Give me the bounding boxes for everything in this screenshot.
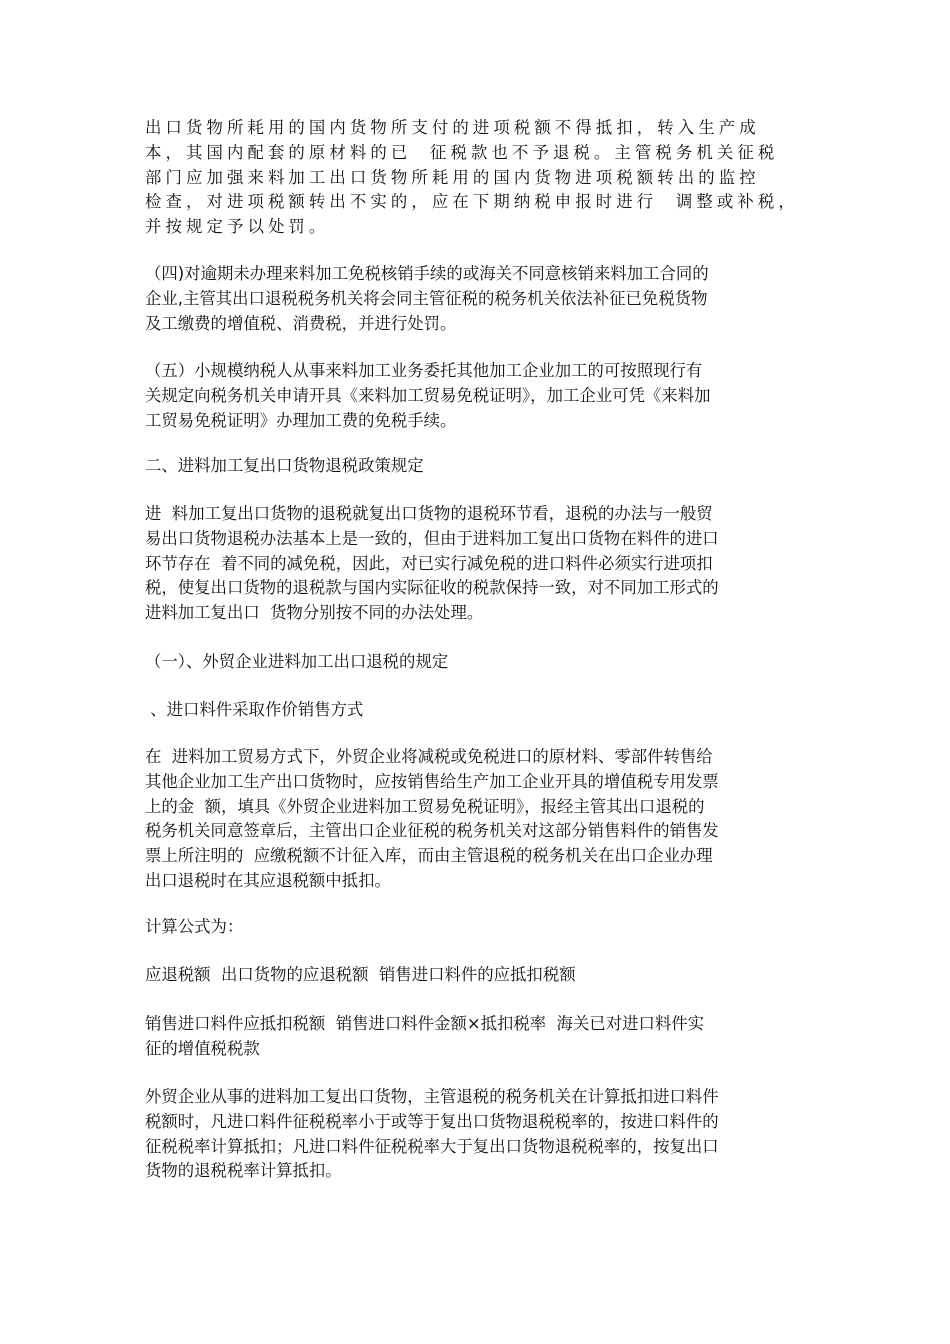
- text-line: 及工缴费的增值税、消费税，并进行处罚。: [145, 313, 457, 333]
- paragraph-deduction-rate-rule: [145, 1085, 719, 1184]
- paragraph-export-input-tax: [145, 116, 799, 240]
- paragraph-item-five: [145, 359, 710, 433]
- text-line: 票上所注明的 应缴税额不计征入库，而由主管退税的税务机关在出口企业办理: [145, 846, 713, 866]
- text-line: 在 进料加工贸易方式下，外贸企业将减税或免税进口的原材料、零部件转售给: [145, 747, 713, 766]
- text-line: 税务机关同意签章后，主管出口企业征税的税务机关对这部分销售料件的销售发: [145, 821, 719, 841]
- text-line: 环节存在 着不同的减免税，因此，对已实行减免税的进口料件必须实行进项扣: [145, 553, 713, 573]
- text-line: 关规定向税务机关申请开具《来料加工贸易免税证明》，加工企业可凭《来料加: [145, 385, 711, 405]
- text-line: 工贸易免税证明》办理加工费的免税手续。: [145, 410, 457, 430]
- formula-intro: [145, 915, 243, 940]
- text-line: 计算公式为：: [145, 917, 244, 936]
- text-line: 并按规定予以处罚。: [145, 217, 330, 237]
- text-line: 税，使复出口货物的退税款与国内实际征收的税款保持一致，对不同加工形式的: [145, 578, 719, 598]
- text-line: 出口退税时在其应退税额中抵扣。: [145, 870, 391, 890]
- paragraph-item-four: [145, 262, 709, 336]
- text-line: 货物的退税税率计算抵扣。: [145, 1161, 342, 1181]
- text-line: （五）小规模纳税人从事来料加工业务委托其他加工企业加工的可按照现行有: [145, 361, 703, 380]
- text-line: 销售进口料件应抵扣税额 销售进口料件金额×抵扣税率 海关已对进口料件实: [145, 1014, 705, 1033]
- paragraph-pricing-method: [145, 745, 719, 894]
- subsection-heading-text: 、进口料件采取作价销售方式: [145, 700, 364, 719]
- text-line: （四)对逾期未办理来料加工免税核销手续的或海关不同意核销来料加工合同的: [145, 264, 709, 283]
- text-line: 外贸企业从事的进料加工复出口货物，主管退税的税务机关在计算抵扣进口料件: [145, 1087, 719, 1106]
- text-line: 征的增值税税款: [145, 1038, 260, 1058]
- section-heading-two: [145, 454, 424, 479]
- formula-deduction: [145, 1012, 704, 1062]
- text-line: 税额时，凡进口料件征税税率小于或等于复出口货物退税税率的，按进口料件的: [145, 1111, 719, 1131]
- subsection-heading-text: （一）、外贸企业进料加工出口退税的规定: [145, 652, 449, 671]
- text-line: 其他企业加工生产出口货物时，应按销售给生产加工企业开具的增值税专用发票: [145, 771, 719, 791]
- text-line: 应退税额 出口货物的应退税额 销售进口料件的应抵扣税额: [145, 965, 576, 984]
- text-line: 企业,主管其出口退税税务机关将会同主管征税的税务机关依法补征已免税货物: [145, 288, 708, 308]
- subsection-heading-pricing: [145, 698, 363, 723]
- text-line: 上的金 额，填具《外贸企业进料加工贸易免税证明》，报经主管其出口退税的: [145, 796, 705, 816]
- text-line: 易出口货物退税办法基本上是一致的，但由于进料加工复出口货物在料件的进口: [145, 528, 719, 548]
- subsection-heading-one: [145, 650, 448, 675]
- paragraph-processing-refund-intro: [145, 502, 719, 626]
- text-line: 本，其国内配套的原材料的已 征税款也不予退税。主管税务机关征税: [145, 142, 779, 162]
- formula-refund: [145, 963, 576, 988]
- text-line: 出口货物所耗用的国内货物所支付的进项税额不得抵扣，转入生产成: [145, 118, 760, 137]
- section-heading-text: 二、进料加工复出口货物退税政策规定: [145, 456, 424, 475]
- text-line: 征税税率计算抵扣；凡进口料件征税税率大于复出口货物退税税率的，按复出口: [145, 1136, 719, 1156]
- text-line: 进 料加工复出口货物的退税就复出口货物的退税环节看，退税的办法与一般贸: [145, 504, 713, 523]
- text-line: 检查，对进项税额转出不实的，应在下期纳税申报时进行 调整或补税，: [145, 192, 799, 212]
- text-line: 部门应加强来料加工出口货物所耗用的国内货物进项税额转出的监控: [145, 167, 760, 187]
- text-line: 进料加工复出口 货物分别按不同的办法处理。: [145, 603, 484, 623]
